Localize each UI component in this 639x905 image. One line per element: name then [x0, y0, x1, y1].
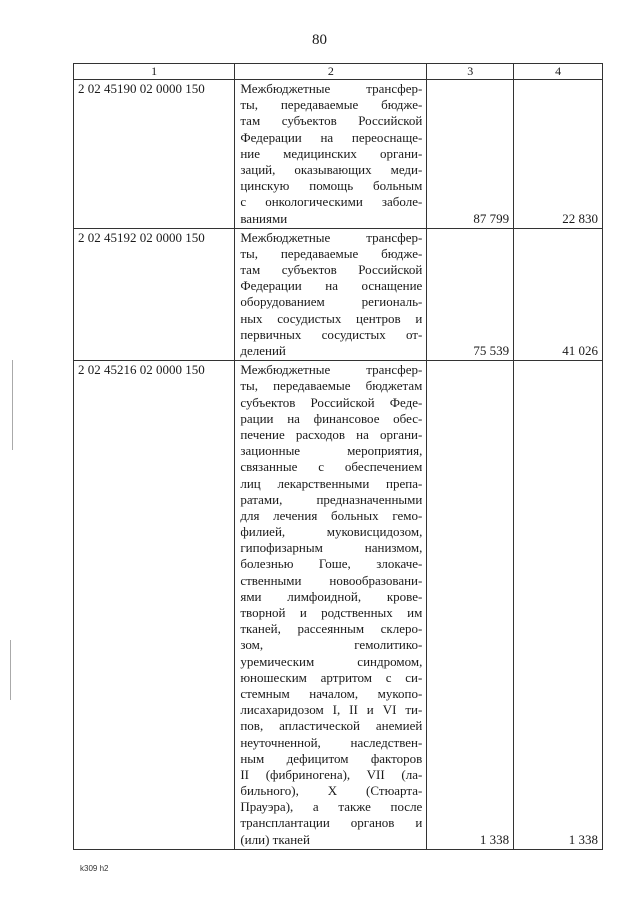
description-line: ты, передаваемые бюдже- — [240, 245, 423, 261]
description-line: филией, муковисцидозом, — [240, 524, 423, 540]
amount-column-3-cell: 87 799 — [427, 80, 514, 229]
amount-column-4-cell: 1 338 — [514, 361, 603, 850]
description-line: там субъектов Российской — [240, 262, 423, 278]
description-line: ратами, предназначенными — [240, 491, 423, 507]
description-line: уремическим синдромом, — [240, 653, 423, 669]
scan-margin-mark — [10, 640, 11, 700]
description-line: ным дефицитом факторов — [240, 750, 423, 766]
description-cell — [235, 80, 427, 229]
description-line: неуточненной, наследствен- — [240, 734, 423, 750]
description-line: Федерации на оснащение — [240, 278, 423, 294]
description-line: (или) тканей — [240, 831, 310, 847]
amount-column-4-cell: 41 026 — [514, 228, 603, 361]
scan-margin-mark — [12, 360, 13, 450]
table-row — [74, 80, 603, 229]
budget-code-cell: 2 02 45192 02 0000 150 — [74, 228, 235, 361]
description-cell — [235, 361, 427, 850]
column-header-2: 2 — [235, 64, 427, 80]
description-line: для лечения больных гемо- — [240, 507, 423, 523]
description-line: Межбюджетные трансфер- — [240, 81, 423, 96]
description-line: субъектов Российской Феде- — [240, 394, 423, 410]
description-line: ственными новообразовани- — [240, 572, 423, 588]
amount-column-3-cell: 1 338 — [427, 361, 514, 850]
description-line: гипофизарным нанизмом, — [240, 540, 423, 556]
description-line: болезнью Гоше, злокаче- — [240, 556, 423, 572]
description-line: рации на финансовое обес- — [240, 410, 423, 426]
description-line: цинскую помощь больным — [240, 178, 423, 194]
description-line: Межбюджетные трансфер- — [240, 362, 423, 378]
description-line: Федерации на переоснаще- — [240, 129, 423, 145]
description-line: бильного), X (Стюарта- — [240, 783, 423, 799]
column-header-3: 3 — [427, 64, 514, 80]
description-line: ты, передаваемые бюдже- — [240, 97, 423, 113]
budget-code-cell: 2 02 45190 02 0000 150 — [74, 80, 235, 229]
description-line: первичных сосудистых от- — [240, 326, 423, 342]
description-line: ных сосудистых центров и — [240, 310, 423, 326]
table-header-row — [74, 64, 603, 80]
description-line: делений — [240, 343, 286, 358]
description-line: заций, оказывающих меди- — [240, 161, 423, 177]
table-row — [74, 361, 603, 850]
description-line: там субъектов Российской — [240, 113, 423, 129]
description-line: зационные мероприятия, — [240, 443, 423, 459]
table-row — [74, 228, 603, 361]
description-line: пов, апластической анемией — [240, 718, 423, 734]
page-number: 80 — [312, 32, 327, 48]
description-line: ями лимфоидной, крове- — [240, 588, 423, 604]
budget-code-cell: 2 02 45216 02 0000 150 — [74, 361, 235, 850]
description-line: ваниями — [240, 210, 288, 226]
description-line: лисахаридозом I, II и VI ти- — [240, 702, 423, 718]
description-line: Межбюджетные трансфер- — [240, 229, 423, 245]
description-line: ние медицинских органи- — [240, 145, 423, 161]
description-line: оборудованием региональ- — [240, 294, 423, 310]
description-line: ты, передаваемые бюджетам — [240, 378, 423, 394]
description-line: лиц лекарственными препа- — [240, 475, 423, 491]
column-header-1: 1 — [74, 64, 235, 80]
amount-column-3-cell: 75 539 — [427, 228, 514, 361]
description-line: трансплантации органов и — [240, 815, 423, 831]
description-cell — [235, 228, 427, 361]
column-header-4: 4 — [514, 64, 603, 80]
description-line: юношеским артритом с си- — [240, 669, 423, 685]
description-line: Прауэра), а также после — [240, 799, 423, 815]
description-line: творной и родственных им — [240, 605, 423, 620]
amount-column-4-cell: 22 830 — [514, 80, 603, 229]
description-line: зом, гемолитико- — [240, 637, 423, 653]
budget-table — [73, 63, 603, 850]
description-line: с онкологическими заболе- — [240, 194, 423, 210]
footer-document-code: k309 h2 — [80, 864, 109, 873]
description-line: печение расходов на органи- — [240, 426, 423, 442]
description-line: тканей, рассеянным склеро- — [240, 621, 423, 637]
description-line: II (фибриногена), VII (ла- — [240, 766, 423, 782]
description-line: стемным началом, мукопо- — [240, 685, 423, 701]
description-line: связанные с обеспечением — [240, 459, 423, 475]
